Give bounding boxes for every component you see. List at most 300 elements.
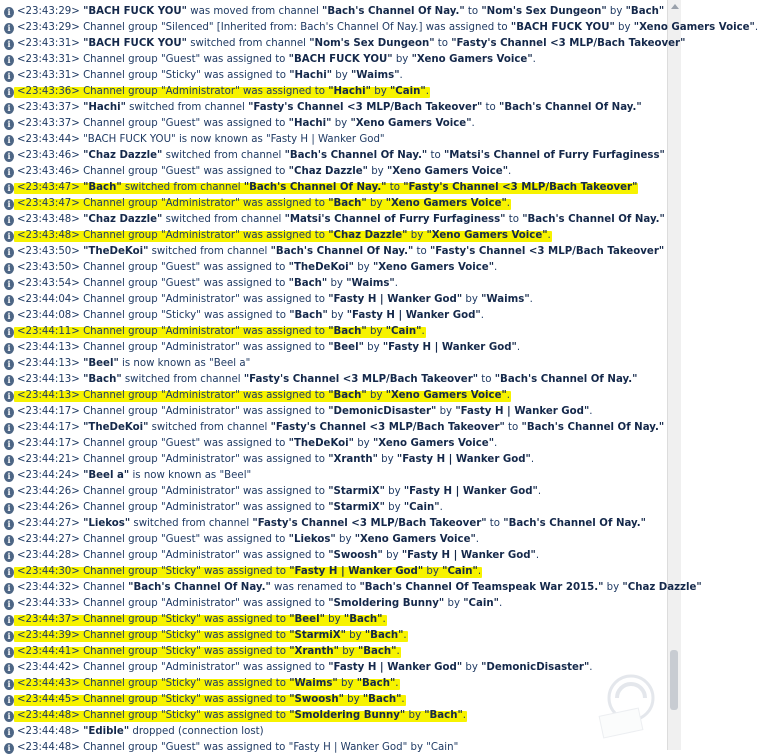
- log-entry-name: "Bach's Channel Of Nay.": [270, 246, 414, 257]
- log-entry-name: "BACH FUCK YOU": [510, 22, 615, 33]
- log-entry-segment: .: [421, 326, 425, 337]
- log-entry: [0, 548, 668, 564]
- log-entry-text: [17, 230, 551, 241]
- log-entry-segment: <23:44:27>: [17, 518, 84, 529]
- log-entry-name: "Beel": [328, 342, 364, 353]
- log-entry-name: "Cain": [385, 326, 422, 337]
- log-entry-segment: to: [505, 214, 523, 225]
- info-icon: i: [4, 7, 14, 18]
- log-entry-name: "Bach's Channel Of Nay.": [522, 214, 665, 225]
- log-entry-segment: by: [335, 534, 355, 545]
- log-entry: [0, 580, 702, 596]
- log-entry-segment: switched from channel: [148, 246, 271, 257]
- log-entry-text: [17, 518, 646, 529]
- log-entry-segment: <23:44:48> Channel group "Sticky" was assigned to: [17, 710, 290, 721]
- teamspeak-logo-icon: [593, 668, 663, 738]
- log-entry-name: "Fasty H | Wanker God": [346, 310, 481, 321]
- log-entry-text: [17, 374, 637, 385]
- scroll-thumb[interactable]: [670, 650, 678, 710]
- log-entry-segment: .: [480, 310, 484, 321]
- log-entry-text: [17, 150, 665, 161]
- log-entry-segment: .: [439, 502, 443, 513]
- log-entry-name: "Cain": [463, 598, 499, 609]
- log-entry-segment: .: [530, 454, 535, 465]
- log-entry-segment: <23:43:31> Channel group "Guest" was assigned to: [17, 54, 289, 65]
- log-entry-segment: by: [353, 438, 373, 449]
- log-entry-name: "Xranth": [328, 454, 378, 465]
- log-entry: [0, 516, 668, 532]
- log-entry-name: "Fasty H | Wanker God": [382, 342, 517, 353]
- log-entry-segment: .: [508, 166, 512, 177]
- log-entry-name: "Fasty H | Wanker God": [455, 406, 590, 417]
- log-entry-name: "Nom's Sex Dungeon": [309, 38, 435, 49]
- log-entry-text: [17, 726, 264, 737]
- log-entry-name: "Bach's Channel Of Nay.": [284, 150, 428, 161]
- log-entry-name: "Bach's Channel Of Nay.": [499, 102, 642, 113]
- log-entry-segment: by: [371, 86, 390, 97]
- info-icon: i: [4, 471, 14, 482]
- log-entry-segment: by: [367, 166, 387, 177]
- log-entry-segment: switched from channel: [125, 102, 249, 113]
- log-entry-text: [17, 70, 403, 81]
- log-entry-name: "Xeno Gamers Voice": [354, 534, 476, 545]
- log-entry-segment: <23:44:17> Channel group "Administrator" was assigned to: [17, 406, 329, 417]
- log-entry-name: "Bach's Channel Of Nay.": [322, 6, 465, 17]
- log-entry: [0, 36, 686, 52]
- log-entry: [0, 468, 668, 484]
- info-icon: i: [4, 151, 14, 162]
- info-icon: i: [4, 199, 14, 210]
- log-entry: [0, 52, 668, 68]
- info-icon: i: [4, 647, 14, 658]
- log-entry-segment: by: [353, 262, 373, 273]
- log-entry-name: "Fasty's Channel <3 MLP/Bach Takeover": [248, 102, 483, 113]
- log-entry-segment: <23:43:37> Channel group "Guest" was assigned to: [17, 118, 289, 129]
- log-entry-text: [17, 550, 539, 561]
- log-entry: [0, 196, 668, 212]
- log-entry-segment: by: [337, 678, 357, 689]
- log-entry-segment: <23:44:32> Channel: [17, 582, 129, 593]
- log-entry-text: [17, 694, 405, 705]
- info-icon: i: [4, 567, 14, 578]
- log-entry-segment: switched from channel: [130, 518, 253, 529]
- log-entry-text: [17, 134, 385, 145]
- log-entry: [0, 260, 668, 276]
- log-entry-text: [17, 742, 458, 753]
- log-entry-text: [17, 662, 593, 673]
- log-entry-segment: switched from channel: [121, 374, 244, 385]
- log-entry-segment: to: [434, 38, 452, 49]
- log-entry-segment: switched from channel: [162, 150, 285, 161]
- log-entry-segment: <23:43:31>: [17, 38, 84, 49]
- log-entry-name: "Fasty H | Wanker God": [401, 550, 536, 561]
- log-entry-segment: <23:44:41> Channel group "Sticky" was assigned to: [17, 646, 290, 657]
- log-entry-segment: <23:44:13> Channel group "Administrator" was assigned to: [17, 342, 329, 353]
- log-entry: [0, 116, 668, 132]
- log-entry-name: "Cain": [403, 502, 440, 513]
- log-entry-name: "Fasty's Channel <3 MLP/Bach Takeover": [243, 374, 479, 385]
- log-entry-name: "Xeno Gamers Voice": [350, 118, 472, 129]
- log-entry: [0, 164, 668, 180]
- log-entry-segment: <23:43:44> "BACH FUCK YOU" is now known as "Fasty H | Wanker God": [17, 134, 385, 145]
- log-entry-segment: .: [535, 550, 540, 561]
- log-entry-text: [17, 614, 386, 625]
- log-entry-segment: <23:44:48> Channel group "Guest" was assigned to "Fasty H | Wanker God" by "Cain": [17, 742, 459, 753]
- info-icon: i: [4, 455, 14, 466]
- log-entry-segment: dropped (connection lost): [129, 726, 264, 737]
- log-entry-segment: switched from channel: [121, 182, 244, 193]
- log-entry-name: "Hachi": [328, 86, 371, 97]
- log-entry-segment: by: [405, 710, 425, 721]
- info-icon: i: [4, 39, 14, 50]
- log-entry-segment: .: [394, 278, 398, 289]
- log-entry-segment: by: [444, 598, 464, 609]
- log-entry-text: [17, 454, 534, 465]
- log-entry: [0, 596, 668, 612]
- log-entry-segment: <23:44:13> Channel group "Administrator" was assigned to: [17, 390, 329, 401]
- log-entry-segment: by: [332, 70, 351, 81]
- log-entry-segment: <23:44:21> Channel group "Administrator" was assigned to: [17, 454, 329, 465]
- info-icon: i: [4, 487, 14, 498]
- log-entry-segment: <23:43:29> Channel group "Silenced" [Inherited from: Bach's Channel Of Nay.] was assigned to: [17, 22, 511, 33]
- log-entry-name: "Xeno Gamers Voice": [411, 54, 533, 65]
- log-entry-segment: <23:44:45> Channel group "Sticky" was assigned to: [17, 694, 290, 705]
- log-entry-text: [17, 582, 702, 593]
- log-entry-segment: switched from channel: [162, 214, 285, 225]
- log-entry-segment: was moved from channel: [187, 6, 323, 17]
- log-entry: [0, 324, 668, 340]
- log-entry-segment: by: [423, 566, 443, 577]
- log-entry-segment: .: [475, 534, 480, 545]
- log-entry-segment: .: [547, 230, 551, 241]
- log-entry-name: "Fasty H | Wanker God": [289, 566, 424, 577]
- log-entry-text: [17, 38, 685, 49]
- log-entry-segment: <23:43:47>: [17, 182, 84, 193]
- log-entry-segment: by: [407, 230, 427, 241]
- log-entry-segment: .: [537, 486, 542, 497]
- log-entry-name: "Hachi": [288, 118, 332, 129]
- log-entry-segment: .: [589, 406, 593, 417]
- log-entry-name: "Beel": [289, 614, 325, 625]
- log-entry-segment: .: [382, 614, 386, 625]
- log-entry-segment: .: [403, 630, 407, 641]
- log-entry-segment: <23:44:43> Channel group "Sticky" was assigned to: [17, 678, 290, 689]
- log-entry: [0, 644, 668, 660]
- log-entry-text: [17, 54, 536, 65]
- info-icon: i: [4, 519, 14, 530]
- log-entry-text: [17, 358, 250, 369]
- log-entry-text: [17, 502, 443, 513]
- log-entry-name: "Bach's Channel Of Nay.": [494, 374, 638, 385]
- log-entry-text: [17, 86, 429, 97]
- log-entry-name: "Bach": [625, 6, 665, 17]
- info-icon: i: [4, 679, 14, 690]
- log-entry-name: "Fasty's Channel <3 MLP/Bach Takeover": [270, 422, 505, 433]
- log-entry-name: "Waims": [351, 70, 400, 81]
- log-entry: [0, 20, 758, 36]
- log-entry-name: "StarmiX": [289, 630, 346, 641]
- info-icon: i: [4, 215, 14, 226]
- log-entry-name: "BACH FUCK YOU": [83, 6, 187, 17]
- log-entry-name: "Xeno Gamers Voice": [633, 22, 755, 33]
- log-entry-segment: .: [506, 390, 511, 401]
- log-entry-segment: to: [427, 150, 444, 161]
- log-entry-name: "Smoldering Bunny": [289, 710, 406, 721]
- log-entry-name: "Fasty H | Wanker God": [403, 486, 538, 497]
- info-icon: i: [4, 23, 14, 34]
- log-entry-name: "Bach's Channel Of Nay.": [243, 182, 387, 193]
- log-entry-name: "Hachi": [83, 102, 126, 113]
- log-entry-segment: <23:44:28> Channel group "Administrator" was assigned to: [17, 550, 329, 561]
- log-entry-text: [17, 438, 497, 449]
- log-entry-text: [17, 198, 510, 209]
- vertical-scrollbar[interactable]: [667, 0, 681, 750]
- log-entry-name: "Bach": [357, 646, 397, 657]
- log-entry-segment: .: [471, 118, 475, 129]
- log-entry-name: "Bach": [83, 182, 122, 193]
- log-entry: [0, 4, 668, 20]
- log-entry-segment: is now known as "Beel": [129, 470, 252, 481]
- log-entry-name: "Beel a": [83, 470, 130, 481]
- log-entry: [0, 436, 668, 452]
- info-icon: i: [4, 359, 14, 370]
- log-entry-name: "Bach": [328, 198, 367, 209]
- info-icon: i: [4, 439, 14, 450]
- log-entry-text: [17, 678, 399, 689]
- log-entry-name: "Bach": [356, 678, 396, 689]
- log-entry-name: "Liekos": [288, 534, 336, 545]
- log-entry: [0, 532, 668, 548]
- log-entry-segment: to: [386, 182, 404, 193]
- info-icon: i: [4, 247, 14, 258]
- log-entry-name: "Fasty H | Wanker God": [328, 294, 463, 305]
- info-icon: i: [4, 599, 14, 610]
- log-entry: [0, 356, 668, 372]
- log-entry-segment: by: [345, 630, 365, 641]
- log-entry-name: "Bach": [343, 614, 383, 625]
- log-entry-segment: by: [392, 54, 412, 65]
- info-icon: i: [4, 535, 14, 546]
- log-entry-segment: by: [462, 294, 482, 305]
- log-entry-segment: .: [498, 598, 503, 609]
- log-entry-segment: .: [462, 710, 467, 721]
- log-entry-name: "Hachi": [289, 70, 333, 81]
- info-icon: i: [4, 87, 14, 98]
- log-entry-segment: <23:44:17> Channel group "Guest" was assigned to: [17, 438, 289, 449]
- log-entry-segment: <23:44:24>: [17, 470, 84, 481]
- log-entry-name: "TheDeKoi": [83, 246, 149, 257]
- log-entry-segment: <23:43:48>: [17, 214, 84, 225]
- log-entry-name: "Xeno Gamers Voice": [385, 198, 507, 209]
- log-entry-text: [17, 422, 664, 433]
- log-entry: [0, 676, 668, 692]
- log-entry-segment: <23:43:36> Channel group "Administrator" was assigned to: [17, 86, 329, 97]
- log-entry-name: "Bach": [424, 710, 463, 721]
- log-entry-name: "Cain": [442, 566, 478, 577]
- log-entry: [0, 292, 668, 308]
- log-entry: [0, 308, 668, 324]
- log-entry-name: "Edible": [83, 726, 130, 737]
- log-entry-segment: by: [614, 22, 634, 33]
- log-entry-segment: by: [606, 6, 626, 17]
- log-entry-name: "Chaz Dazzle": [328, 230, 408, 241]
- log-entry-text: [17, 470, 251, 481]
- log-entry-segment: <23:44:27> Channel group "Guest" was assigned to: [17, 534, 289, 545]
- log-entry-name: "Bach": [364, 630, 404, 641]
- info-icon: i: [4, 551, 14, 562]
- log-entry-name: "Bach's Channel Of Nay.": [521, 422, 665, 433]
- log-entry: [0, 420, 668, 436]
- info-icon: i: [4, 711, 14, 722]
- log-entry: [0, 724, 668, 740]
- log-entry-segment: to: [478, 374, 495, 385]
- log-entry-segment: .: [494, 438, 498, 449]
- log-entry-text: [17, 630, 407, 641]
- log-entry-name: "TheDeKoi": [288, 438, 354, 449]
- log-entry-name: "Chaz Dazzle": [83, 214, 163, 225]
- log-entry-segment: <23:44:13>: [17, 358, 84, 369]
- log-entry-segment: .: [401, 694, 405, 705]
- log-entry-segment: <23:44:26> Channel group "Administrator" was assigned to: [17, 486, 329, 497]
- log-entry-text: [17, 406, 593, 417]
- log-entry-name: "DemonicDisaster": [481, 662, 590, 673]
- log-entry: [0, 276, 668, 292]
- log-entry: [0, 404, 668, 420]
- log-entry-segment: by: [377, 454, 397, 465]
- log-entry-name: "Fasty's Channel <3 MLP/Bach Takeover": [403, 182, 638, 193]
- log-entry-name: "Bach": [328, 390, 367, 401]
- log-entry-segment: <23:44:11> Channel group "Administrator" was assigned to: [17, 326, 329, 337]
- log-entry-text: [17, 598, 502, 609]
- log-entry-text: [17, 22, 758, 33]
- log-entry-text: [17, 534, 479, 545]
- log-entry-segment: by: [384, 502, 404, 513]
- info-icon: i: [4, 71, 14, 82]
- info-icon: i: [4, 727, 14, 738]
- log-entry-segment: .: [532, 54, 536, 65]
- log-entry-name: "Nom's Sex Dungeon": [481, 6, 607, 17]
- info-icon: i: [4, 583, 14, 594]
- log-entry-segment: <23:44:33> Channel group "Administrator" was assigned to: [17, 598, 329, 609]
- log-entry-name: "Fasty's Channel <3 MLP/Bach Takeover": [252, 518, 487, 529]
- log-entry-segment: <23:44:37> Channel group "Sticky" was assigned to: [17, 614, 290, 625]
- log-entry: [0, 228, 668, 244]
- log-entry-text: [17, 310, 484, 321]
- log-entry-segment: <23:44:08> Channel group "Sticky" was assigned to: [17, 310, 290, 321]
- log-entry-name: "Xeno Gamers Voice": [426, 230, 548, 241]
- log-entry-text: [17, 646, 400, 657]
- info-icon: i: [4, 263, 14, 274]
- log-entry: [0, 484, 668, 500]
- log-entry: [0, 212, 668, 228]
- info-icon: i: [4, 631, 14, 642]
- log-entry-segment: by: [462, 662, 482, 673]
- log-entry-text: [17, 326, 425, 337]
- log-entry-segment: <23:43:48> Channel group "Administrator" was assigned to: [17, 230, 329, 241]
- log-entry-text: [17, 118, 475, 129]
- log-entry-segment: .: [589, 662, 593, 673]
- log-entry-segment: by: [436, 406, 456, 417]
- log-entry-name: "Waims": [346, 278, 395, 289]
- info-icon: i: [4, 407, 14, 418]
- info-icon: i: [4, 135, 14, 146]
- info-icon: i: [4, 423, 14, 434]
- info-icon: i: [4, 311, 14, 322]
- info-icon: i: [4, 327, 14, 338]
- log-entry: [0, 500, 668, 516]
- log-entry: [0, 660, 668, 676]
- log-entry-name: "DemonicDisaster": [328, 406, 437, 417]
- log-entry-name: "Chaz Dazzle": [622, 582, 702, 593]
- log-entry-segment: by: [366, 390, 386, 401]
- log-entry-segment: <23:44:30> Channel group "Sticky" was assigned to: [17, 566, 290, 577]
- info-icon: i: [4, 183, 14, 194]
- log-entry-name: "Xranth": [289, 646, 339, 657]
- log-entry-segment: <23:43:47> Channel group "Administrator" was assigned to: [17, 198, 329, 209]
- log-entry: [0, 708, 668, 724]
- log-entry-name: "Xeno Gamers Voice": [386, 166, 509, 177]
- log-entry-name: "StarmiX": [328, 486, 385, 497]
- log-entry: [0, 372, 668, 388]
- log-entry-text: [17, 6, 664, 17]
- log-entry-segment: by: [366, 198, 386, 209]
- log-entry-name: "Fasty H | Wanker God": [328, 662, 463, 673]
- info-icon: i: [4, 343, 14, 354]
- log-entry: [0, 740, 668, 756]
- log-entry-segment: <23:43:46>: [17, 150, 84, 161]
- scroll-up-arrow-icon[interactable]: [671, 4, 679, 9]
- log-entry: [0, 84, 668, 100]
- log-entry-segment: <23:43:46> Channel group "Guest" was assigned to: [17, 166, 289, 177]
- log-entry-segment: <23:43:29>: [17, 6, 84, 17]
- log-entry-segment: .: [529, 294, 533, 305]
- log-entry: [0, 340, 668, 356]
- log-entry: [0, 388, 668, 404]
- log-entry: [0, 68, 668, 84]
- log-entry-name: "Swoosh": [328, 550, 383, 561]
- log-entry-name: "Waims": [289, 678, 338, 689]
- log-entry-name: "Bach's Channel Of Nay.": [128, 582, 271, 593]
- log-entry: [0, 692, 668, 708]
- log-entry-name: "Matsi's Channel of Furry Furfaginess": [284, 214, 506, 225]
- log-entry-text: [17, 182, 637, 193]
- log-entry: [0, 132, 668, 148]
- log-entry-name: "Fasty's Channel <3 MLP/Bach Takeover": [451, 38, 686, 49]
- log-entry-text: [17, 566, 481, 577]
- log-entry-name: "Bach": [289, 310, 328, 321]
- log-entry-segment: to: [482, 102, 500, 113]
- log-entry-segment: is now known as "Beel a": [118, 358, 251, 369]
- log-entry-text: [17, 294, 533, 305]
- log-entry-segment: .: [754, 22, 758, 33]
- log-entry-name: "BACH FUCK YOU": [83, 38, 187, 49]
- log-entry-segment: by: [603, 582, 623, 593]
- log-entry-name: "Bach": [328, 326, 367, 337]
- log-entry-name: "Bach's Channel Of Nay.": [503, 518, 646, 529]
- info-icon: i: [4, 167, 14, 178]
- log-entry-name: "Cain": [389, 86, 426, 97]
- info-icon: i: [4, 503, 14, 514]
- log-entry-segment: was renamed to: [270, 582, 360, 593]
- log-entry: [0, 612, 668, 628]
- log-entry-segment: .: [399, 70, 403, 81]
- log-entry-segment: .: [506, 198, 511, 209]
- log-entry-text: [17, 166, 511, 177]
- log-entry-segment: by: [382, 550, 402, 561]
- log-entry-name: "Bach's Channel Of Teamspeak War 2015.": [359, 582, 604, 593]
- log-entry-segment: by: [366, 326, 386, 337]
- log-entry-segment: <23:44:39> Channel group "Sticky" was assigned to: [17, 630, 290, 641]
